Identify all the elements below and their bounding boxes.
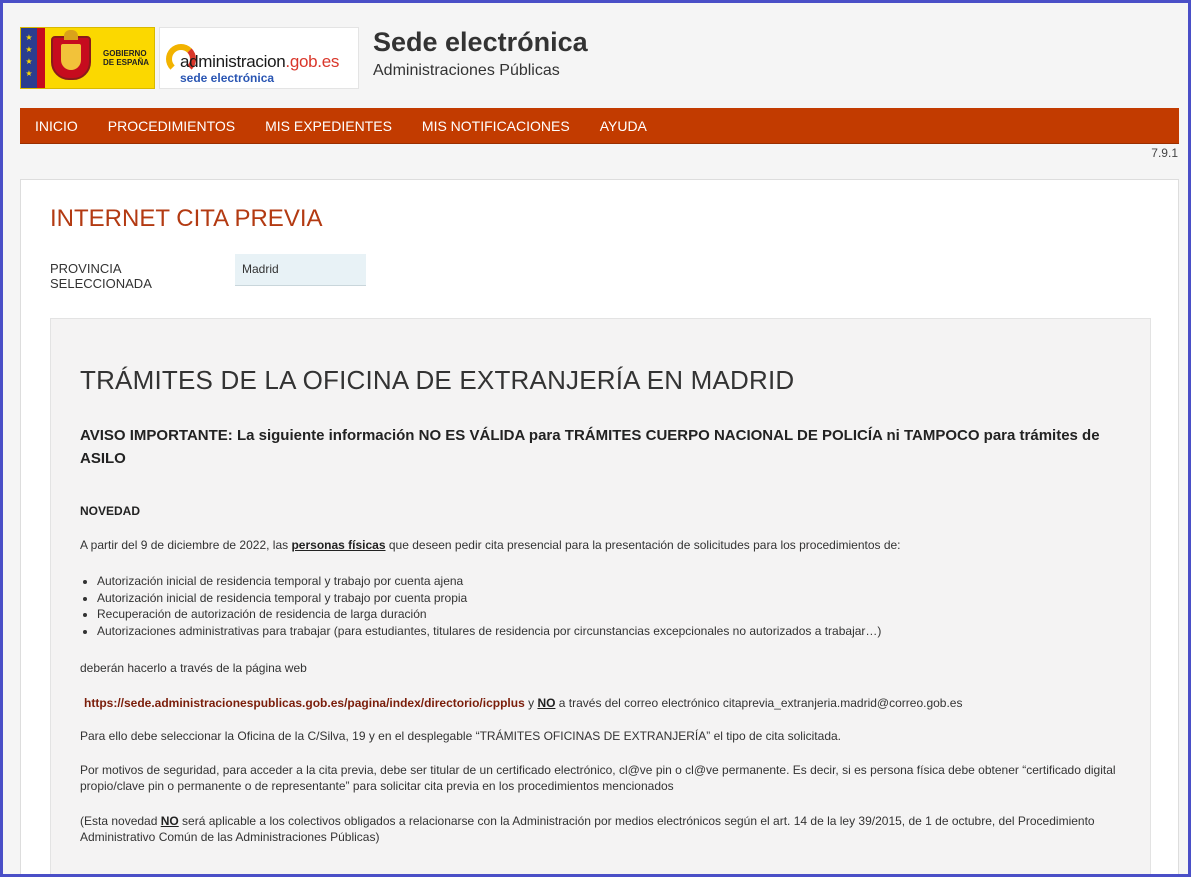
info-title: TRÁMITES DE LA OFICINA DE EXTRANJERÍA EN MADRID (80, 365, 795, 395)
info-box (50, 318, 1151, 874)
nav-item-inicio[interactable]: INICIO (35, 118, 78, 134)
paragraph-seguridad: Por motivos de seguridad, para acceder a la cita previa, debe ser titular de un certificado electrónico, cl@ve pin o cl@ve permanente. Es decir, si es persona física debe obtener “certificado digital propio/clave pin o permanente o de representante” para solicitar cita previa en los procedimientos mencionados (80, 763, 1116, 793)
aviso-importante: AVISO IMPORTANTE: La siguiente información NO ES VÁLIDA para TRÁMITES CUERPO NACIONAL DE POLICÍA ni TAMPOCO para trámites de ASILO (80, 427, 1100, 467)
nav-item-mis-expedientes[interactable]: MIS EXPEDIENTES (265, 118, 392, 134)
nav-item-ayuda[interactable]: AYUDA (599, 118, 647, 134)
page (3, 3, 1188, 874)
nav-item-procedimientos[interactable]: PROCEDIMIENTOS (107, 118, 236, 134)
paragraph-oficina: Para ello debe seleccionar la Oficina de la C/Silva, 19 y en el desplegable “TRÁMITES OFICINAS DE EXTRANJERÍA” el tipo de cita solicitada. (80, 729, 841, 743)
procedures-list (97, 573, 881, 639)
main-nav (20, 108, 1179, 144)
main-card (20, 179, 1179, 874)
header (20, 27, 1170, 89)
paragraph-excepcion: (Esta novedad NO será aplicable a los colectivos obligados a relacionarse con la Administración por medios electrónicos según el art. 14 de la ley 39/2015, de 1 de octubre, del Procedimiento Administrativo Común de las Administraciones Públicas) (80, 814, 1095, 844)
provincia-value: Madrid (235, 254, 366, 286)
list-item: • Recuperación de autorización de residencia de larga duración (97, 606, 881, 623)
list-item: • Autorización inicial de residencia temporal y trabajo por cuenta propia (97, 590, 881, 607)
site-subtitle: Administraciones Públicas (373, 62, 560, 79)
novedad-heading: NOVEDAD (80, 504, 141, 518)
gobierno-text: GOBIERNO DE ESPAÑA (103, 49, 150, 67)
paragraph-link: https://sede.administracionespublicas.gob.es/pagina/index/directorio/icpplus y NO a través del correo electrónico citaprevia_extranjeria.madrid@correo.gob.es (84, 696, 963, 710)
page-title: INTERNET CITA PREVIA (50, 205, 323, 232)
coat-of-arms-icon (51, 36, 91, 80)
nav-item-mis-notificaciones[interactable]: MIS NOTIFICACIONES (421, 118, 570, 134)
list-item: • Autorización inicial de residencia temporal y trabajo por cuenta ajena (97, 573, 881, 590)
icpplus-link[interactable]: https://sede.administracionespublicas.gob.es/pagina/index/directorio/icpplus (84, 696, 525, 710)
paragraph-web: deberán hacerlo a través de la página web (80, 661, 307, 675)
version-label: 7.9.1 (1151, 146, 1178, 160)
paragraph-intro: A partir del 9 de diciembre de 2022, las personas físicas que deseen pedir cita presencial para la presentación de solicitudes para los procedimientos de: (80, 538, 901, 552)
eu-flag-band: ★ ★ ★ ★ (21, 28, 37, 88)
provincia-label: PROVINCIA SELECCIONADA (50, 261, 152, 291)
adm-logo-subtitle: sede electrónica (180, 71, 275, 85)
gobierno-espana-logo[interactable] (20, 27, 155, 89)
adm-logo-title: administracion.gob.es (180, 52, 340, 71)
administracion-logo[interactable] (159, 27, 359, 89)
spain-flag-band (37, 28, 45, 88)
list-item: • Autorizaciones administrativas para trabajar (para estudiantes, titulares de residencia por circunstancias excepcionales no autorizados a trabajar…) (97, 623, 881, 640)
site-title: Sede electrónica (373, 27, 588, 57)
